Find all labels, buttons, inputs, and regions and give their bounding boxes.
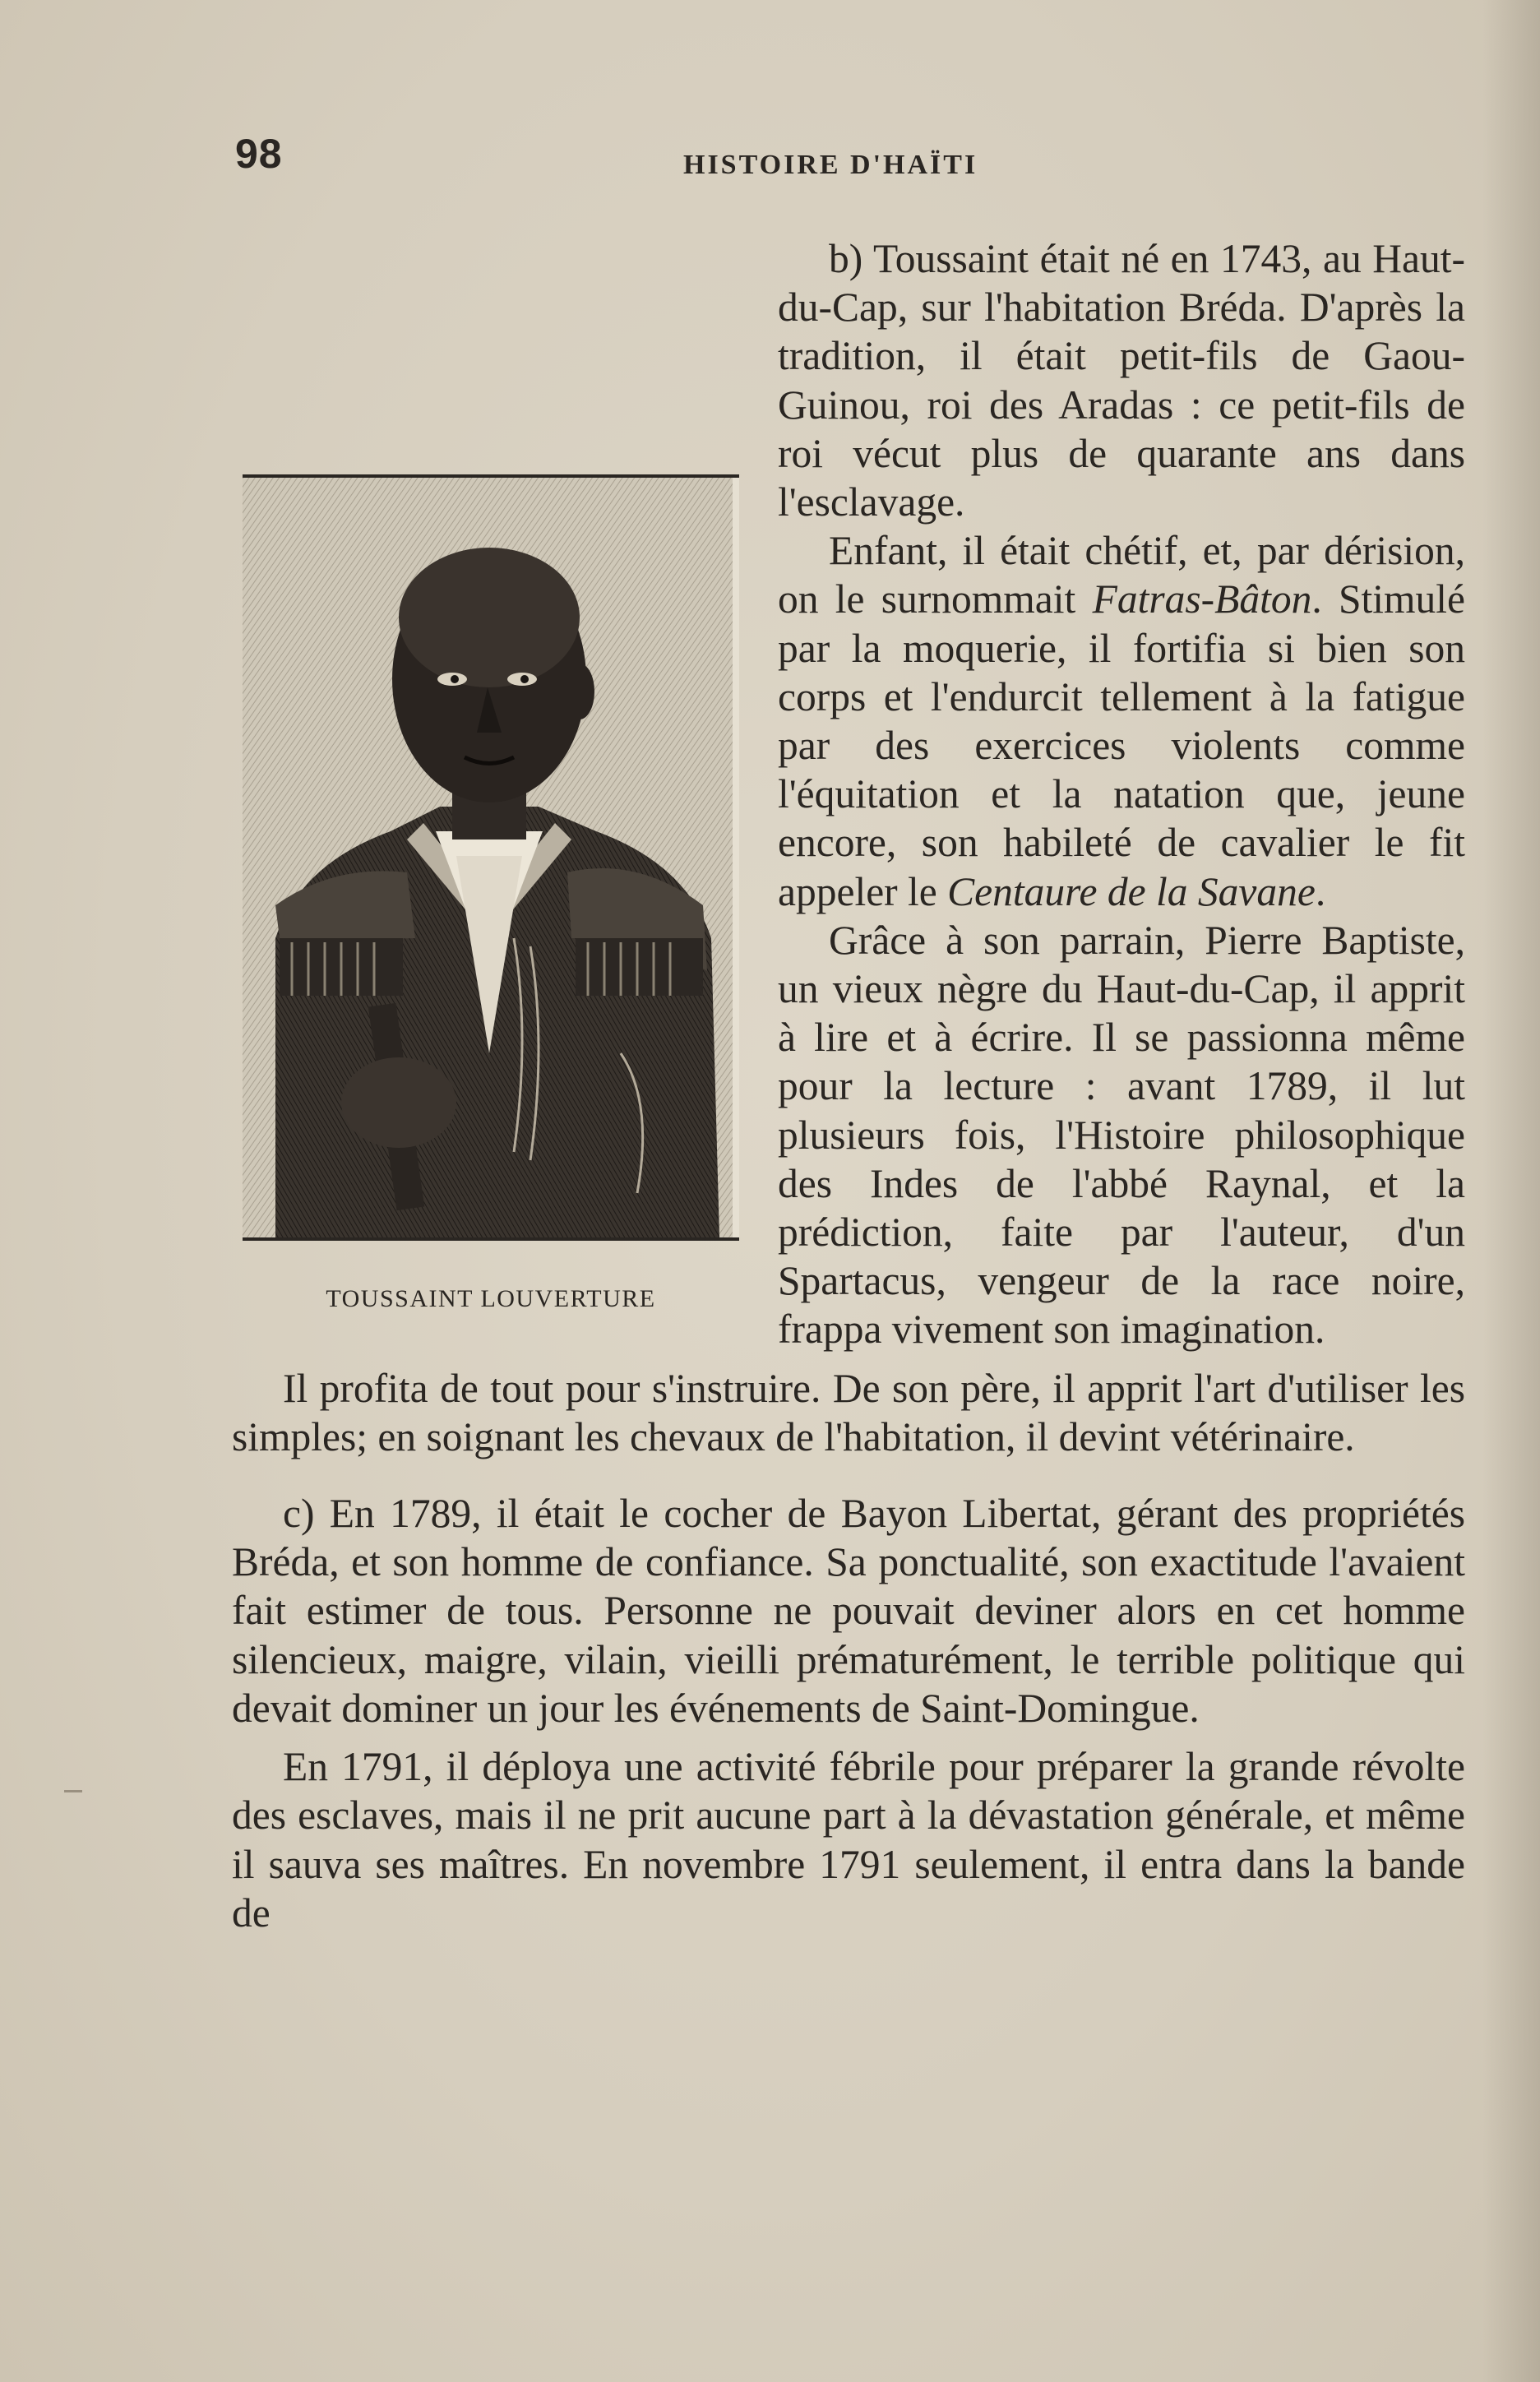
- body-text: [232, 234, 1465, 1937]
- running-head: HISTOIRE D'HAÏTI: [683, 150, 978, 180]
- paragraph-1791: En 1791, il déploya une activité fébrile pour préparer la grande révolte des esclaves, mais il ne prit aucune part à la dévastation générale, et même il sauva ses maîtres. En novembre 1791 seulement, il entra dans la bande de: [232, 1744, 1465, 1936]
- paragraph-childhood-text-a: Enfant, il était chétif, et, par dérision, on le surnommait: [778, 528, 1465, 622]
- paragraph-c: c) En 1789, il était le cocher de Bayon Libertat, gérant des propriétés Bréda, et son homme de confiance. Sa ponctualité, son exactitude l'avaient fait estimer de tous. Personne ne pouvait deviner alors en cet homme silencieux, maigre, vilain, vieilli prématurément, le terrible politique qui devait dominer un jour les événements de Saint-Domingue.: [232, 1491, 1465, 1731]
- paragraph-childhood-text-e: .: [1315, 868, 1326, 914]
- paragraph-childhood-text-c: . Stimulé par la moquerie, il fortifia si bien son corps et l'endurcit tellement à la fatigue par des exercices violents comme l'équitation et la natation que, jeune encore, son habileté de cavalier le fit appeler le: [778, 576, 1466, 914]
- page-header: [235, 130, 1468, 196]
- paragraph-b: b) Toussaint était né en 1743, au Haut-du-Cap, sur l'habitation Bréda. D'après la tradition, il était petit-fils de Gaou-Guinou, roi des Aradas : ce petit-fils de roi vécut plus de quarante ans dans l'esclavage.: [778, 236, 1465, 525]
- nickname-fatras-baton: Fatras-Bâton: [1092, 576, 1312, 622]
- portrait-figure: [232, 473, 750, 1348]
- portrait-engraving: [243, 474, 739, 1241]
- portrait-illustration: [243, 478, 733, 1237]
- paragraph-education: Grâce à son parrain, Pierre Baptiste, un vieux nègre du Haut-du-Cap, il apprit à lire et à écrire. Il se passionna même pour la lecture : avant 1789, il lut plusieurs fois, l'Histoire philosophique des Indes de l'abbé Raynal, et la prédiction, faite par l'auteur, d'un Spartacus, vengeur de la race noire, frappa vivement son imagination.: [778, 917, 1465, 1353]
- figure-caption: TOUSSAINT LOUVERTURE: [326, 1285, 656, 1312]
- page-number: 98: [235, 131, 283, 177]
- paragraph-instruction: Il profita de tout pour s'instruire. De son père, il apprit l'art d'utiliser les simples; en soignant les chevaux de l'habitation, il devint vétérinaire.: [232, 1365, 1465, 1459]
- nickname-centaure: Centaure de la Savane: [947, 868, 1316, 914]
- margin-mark: [64, 1790, 82, 1792]
